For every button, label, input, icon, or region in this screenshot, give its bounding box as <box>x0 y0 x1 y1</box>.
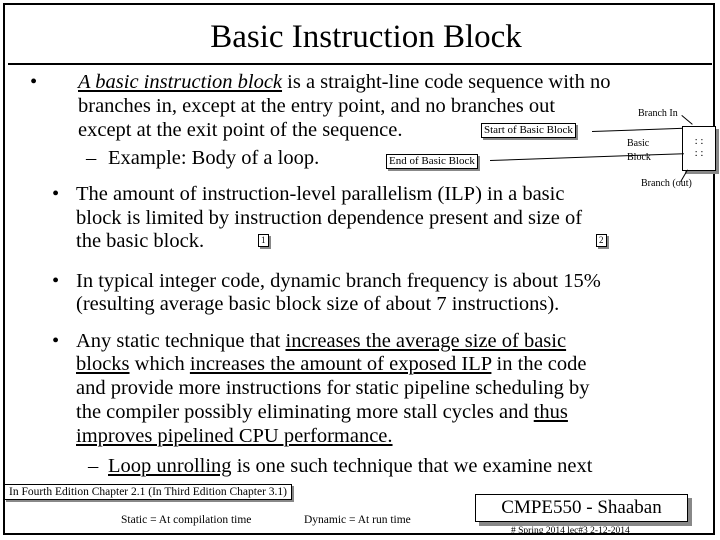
bullet3-line2: (resulting average basic block size of about 7 instructions). <box>76 293 560 315</box>
bullet4-line3: and provide more instructions for static pipeline scheduling by <box>76 377 590 399</box>
bullet4-line4: the compiler possibly eliminating more stall cycles and thus <box>76 401 568 423</box>
static-definition: Static = At compilation time <box>121 514 252 526</box>
bullet2-line1: The amount of instruction-level parallelism (ILP) in a basic <box>76 183 565 205</box>
lecture-info: # Spring 2014 lec#3 2-12-2014 <box>511 526 630 536</box>
bullet1-line2: branches in, except at the entry point, and no branches out <box>78 95 556 117</box>
marker-1: 1 <box>258 234 269 247</box>
bullet-dot: • <box>30 71 38 93</box>
bullet4-line5: improves pipelined CPU performance. <box>76 425 393 447</box>
end-block-box: End of Basic Block <box>386 154 478 169</box>
slide-title: Basic Instruction Block <box>210 19 522 55</box>
bullet-dot: • <box>52 183 60 205</box>
loop-unrolling-line: Loop unrolling is one such technique that we examine next <box>108 455 593 477</box>
basic-block-diagram: : : : : <box>682 126 716 171</box>
bullet-dot: • <box>52 330 60 352</box>
bullet1-line3: except at the exit point of the sequence. <box>78 119 403 141</box>
basic-block-label: Basic Block <box>627 138 651 163</box>
marker-2: 2 <box>596 234 607 247</box>
branch-in-label: Branch In <box>638 108 678 119</box>
title-rule <box>8 63 712 65</box>
chapter-reference: In Fourth Edition Chapter 2.1 (In Third Edition Chapter 3.1) <box>4 484 292 500</box>
course-label: CMPE550 - Shaaban <box>475 494 688 522</box>
dynamic-definition: Dynamic = At run time <box>304 514 411 526</box>
bullet1-line1: A basic instruction block is a straight-line code sequence with no <box>78 71 611 93</box>
bullet-dot: • <box>52 270 60 292</box>
bullet4-line2: blocks which increases the amount of exposed ILP in the code <box>76 353 587 375</box>
bullet3-line1: In typical integer code, dynamic branch frequency is about 15% <box>76 270 601 292</box>
bullet4-line1: Any static technique that increases the average size of basic <box>76 330 567 352</box>
example-dash: – <box>86 147 97 169</box>
example-text: Example: Body of a loop. <box>108 147 320 169</box>
start-block-box: Start of Basic Block <box>481 123 576 138</box>
bullet2-line3: the basic block. <box>76 230 205 252</box>
basic-block-term: A basic instruction block <box>78 71 283 93</box>
loop-dash: – <box>88 455 99 477</box>
bullet2-line2: block is limited by instruction dependence present and size of <box>76 207 583 229</box>
branch-out-label: Branch (out) <box>641 178 692 189</box>
